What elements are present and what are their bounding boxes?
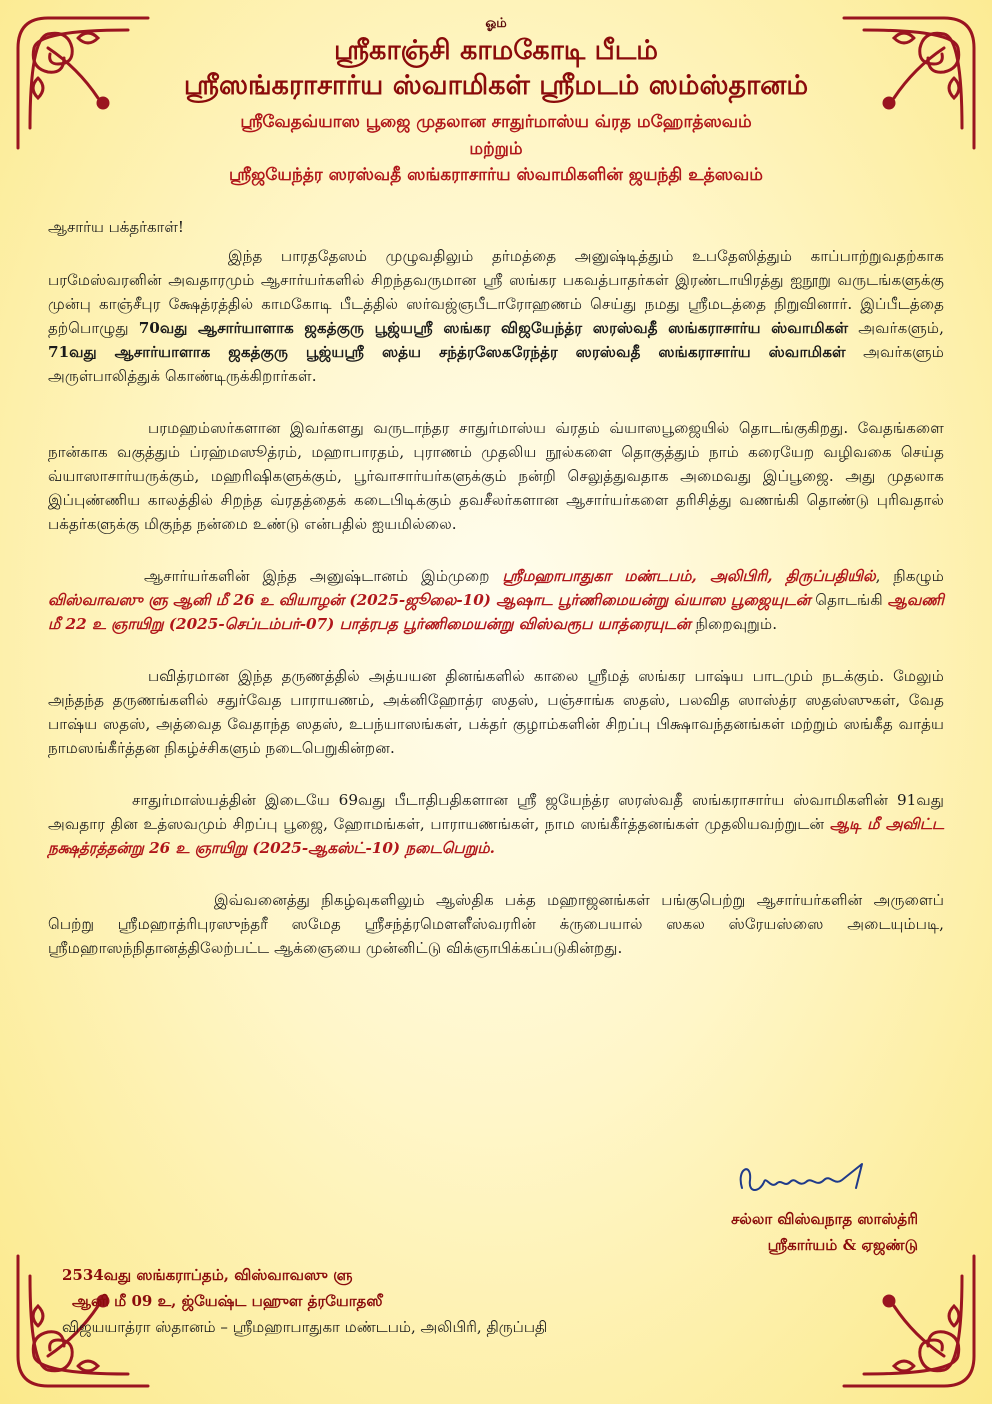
salutation: ஆசார்ய பக்தர்காள்!: [48, 218, 184, 236]
para3-text: ஆசார்யர்களின் இந்த அனுஷ்டானம் இம்முறை: [144, 567, 503, 585]
corner-ornament-icon: [834, 1246, 984, 1396]
para1-acharya-71: 71வது ஆசார்யாளாக ஜகத்குரு பூஜ்யஸ்ரீ ஸத்ய சந்த்ரஸேகரேந்த்ர ஸரஸ்வதீ ஸங்கராசார்ய ஸ்வாமிகள்: [48, 343, 846, 361]
para3-start-date: விஸ்வாவஸு ளு ஆனி மீ 26 உ வியாழன் (2025-ஜூலை-10) ஆஷாட பூர்ணிமையன்று வ்யாஸ பூஜையுடன்: [48, 591, 811, 609]
para5-jayanthi-date: ஆடி மீ அவிட்ட நக்ஷத்ரத்தன்று 26 உ ஞாயிறு (2025-ஆகஸ்ட்-10) நடைபெறும்.: [48, 815, 944, 857]
para3-text: தொடங்கி: [810, 591, 888, 609]
date-block: [62, 1262, 382, 1314]
para1-text: அவர்களும் அருள்பாலித்துக் கொண்டிருக்கிறார்கள்.: [48, 343, 944, 385]
subtitle-and: மற்றும்: [469, 139, 523, 159]
signature-icon: [730, 1158, 880, 1202]
footer-year: 2534வது ஸங்கராப்தம், விஸ்வாவஸு ளு: [62, 1266, 353, 1284]
paragraph-4: பவித்ரமான இந்த தருணத்தில் அத்யயன தினங்களில் காலை ஸ்ரீமத் ஸங்கர பாஷ்ய பாடமும் நடக்கும். மேலும் அந்தந்த தருணங்களில் சதுர்வேத பாராயணம், அக்னிஹோத்ர ஸதஸ், பஞ்சாங்க ஸதஸ், பலவித ஸாஸ்த்ர ஸதஸ்ஸுகள், வேத பாஷ்ய ஸதஸ், அத்வைத வேதாந்த ஸதஸ், உபந்யாஸங்கள், பக்தர் குழாம்களின் சிறப்பு பிக்ஷாவந்தனங்கள் மற்றும் ஸங்கீத வாத்ய நாமஸங்கீர்த்தன நிகழ்ச்சிகளும் நடைபெறுகின்றன.: [48, 667, 944, 757]
para5-text: சாதுர்மாஸ்யத்தின் இடையே 69வது பீடாதிபதிகளான ஸ்ரீ ஜயேந்த்ர ஸரஸ்வதீ ஸங்கராசார்ய ஸ்வாமிகளின் 91வது அவதார தின உத்ஸவமும் சிறப்பு பூஜை, ஹோமங்கள், பாராயணங்கள், நாம ஸங்கீர்த்தனங்கள் முதலியவற்றுடன்: [48, 791, 944, 833]
para1-acharya-70: 70வது ஆசார்யாளாக ஜகத்குரு பூஜ்யஸ்ரீ ஸங்கர விஜயேந்த்ர ஸரஸ்வதீ ஸங்கராசார்ய ஸ்வாமிகள்: [138, 319, 849, 337]
para3-text: , நிகழும்: [875, 567, 944, 585]
para3-venue: ஸ்ரீமஹாபாதுகா மண்டபம், அலிபிரி, திருப்பதியில்: [502, 567, 876, 585]
letter-body: [48, 218, 944, 988]
om-symbol: ஓம்: [485, 16, 507, 31]
title-samsthanam: ஸ்ரீஸங்கராசார்ய ஸ்வாமிகள் ஸ்ரீமடம் ஸம்ஸ்தானம்: [183, 70, 809, 101]
subtitle-chaturmasya: ஸ்ரீவேதவ்யாஸ பூஜை முதலான சாதுர்மாஸ்ய வ்ரத மஹோத்ஸவம்: [240, 112, 752, 132]
paragraph-5: [48, 788, 944, 860]
para3-text: நிறைவுறும்.: [690, 615, 778, 633]
paragraph-1: [48, 244, 944, 388]
paragraph-6: இவ்வனைத்து நிகழ்வுகளிலும் ஆஸ்திக பக்த மஹாஜனங்கள் பங்குபெற்று ஆசார்யர்களின் அருளைப் பெற்று ஸ்ரீமஹாத்ரிபுரஸுந்தரீ ஸமேத ஸ்ரீசந்த்ரமௌளீஸ்வரரின் க்ருபையால் ஸகல ஸ்ரேயஸ்ஸை அடையும்படி, ஸ்ரீமஹாஸந்நிதானத்திலேற்பட்ட ஆக்ஞையை முன்னிட்டு விக்ஞாபிக்கப்படுகின்றது.: [48, 891, 944, 957]
letterhead: [0, 16, 992, 188]
paragraph-3: [48, 564, 944, 636]
subtitle-jayanthi: ஸ்ரீஜயேந்த்ர ஸரஸ்வதீ ஸங்கராசார்ய ஸ்வாமிகளின் ஜயந்தி உத்ஸவம்: [229, 165, 763, 185]
para3-end-date: ஆவணி மீ 22 உ ஞாயிறு (2025-செப்டம்பர்-07) பாத்ரபத பூர்ணிமையன்று விஸ்வரூப யாத்ரையுடன்: [48, 591, 944, 633]
signatory-role: ஸ்ரீகார்யம் & ஏஜண்டு: [767, 1236, 918, 1254]
signatory-name: சல்லா விஸ்வநாத ஸாஸ்த்ரி: [731, 1210, 918, 1228]
signatory: [731, 1206, 918, 1258]
para1-text: இந்த பாரததேஸம் முழுவதிலும் தர்மத்தை அனுஷ்டித்தும் உபதேஸித்தும் காப்பாற்றுவதற்காக பரமேஸ்வரனின் அவதாரமும் ஆசார்யர்களில் சிறந்தவருமான ஸ்ரீ ஸங்கர பகவத்பாதர்கள் இரண்டாயிரத்து ஐநூறு வருடங்களுக்கு முன்பு காஞ்சீபுர க்ஷேத்ரத்தில் காமகோடி பீடத்தில் ஸர்வஜ்ஞபீடாரோஹணம் செய்து நமது ஸ்ரீமடத்தை நிறுவினார். இப்பீடத்தை தற்பொழுது: [48, 247, 944, 337]
title-peetam: ஸ்ரீகாஞ்சி காமகோடி பீடம்: [334, 35, 658, 66]
paragraph-2: பரமஹம்ஸர்களான இவர்களது வருடாந்தர சாதுர்மாஸ்ய வ்ரதம் வ்யாஸபூஜையில் தொடங்குகிறது. வேதங்களை நான்காக வகுத்தும் ப்ரஹ்மஸூத்ரம், மஹாபாரதம், புராணம் முதலிய நூல்களை தொகுத்தும் நாம் கரையேற வழிவகை செய்த வ்யாஸாசார்யருக்கும், மஹரிஷிகளுக்கும், பூர்வாசார்யர்களுக்கும் நன்றி செலுத்துவதாக அமைவது இப்பூஜை. அது முதலாக இப்புண்ணிய காலத்தில் சிறந்த வ்ரதத்தைக் கடைபிடிக்கும் தவசீலர்களான ஆசார்யர்களை தரிசித்து வணங்கி தொண்டு புரிவதால் பக்தர்களுக்கு மிகுந்த நன்மை உண்டு என்பதில் ஐயமில்லை.: [48, 419, 944, 533]
footer-date: ஆனி மீ 09 உ, ஜ்யேஷ்ட பஹுள த்ரயோதஸீ: [72, 1292, 383, 1310]
para1-text: அவர்களும்,: [848, 319, 944, 337]
footer-place: விஜயயாத்ரா ஸ்தானம் – ஸ்ரீமஹாபாதுகா மண்டபம், அலிபிரி, திருப்பதி: [62, 1318, 548, 1336]
